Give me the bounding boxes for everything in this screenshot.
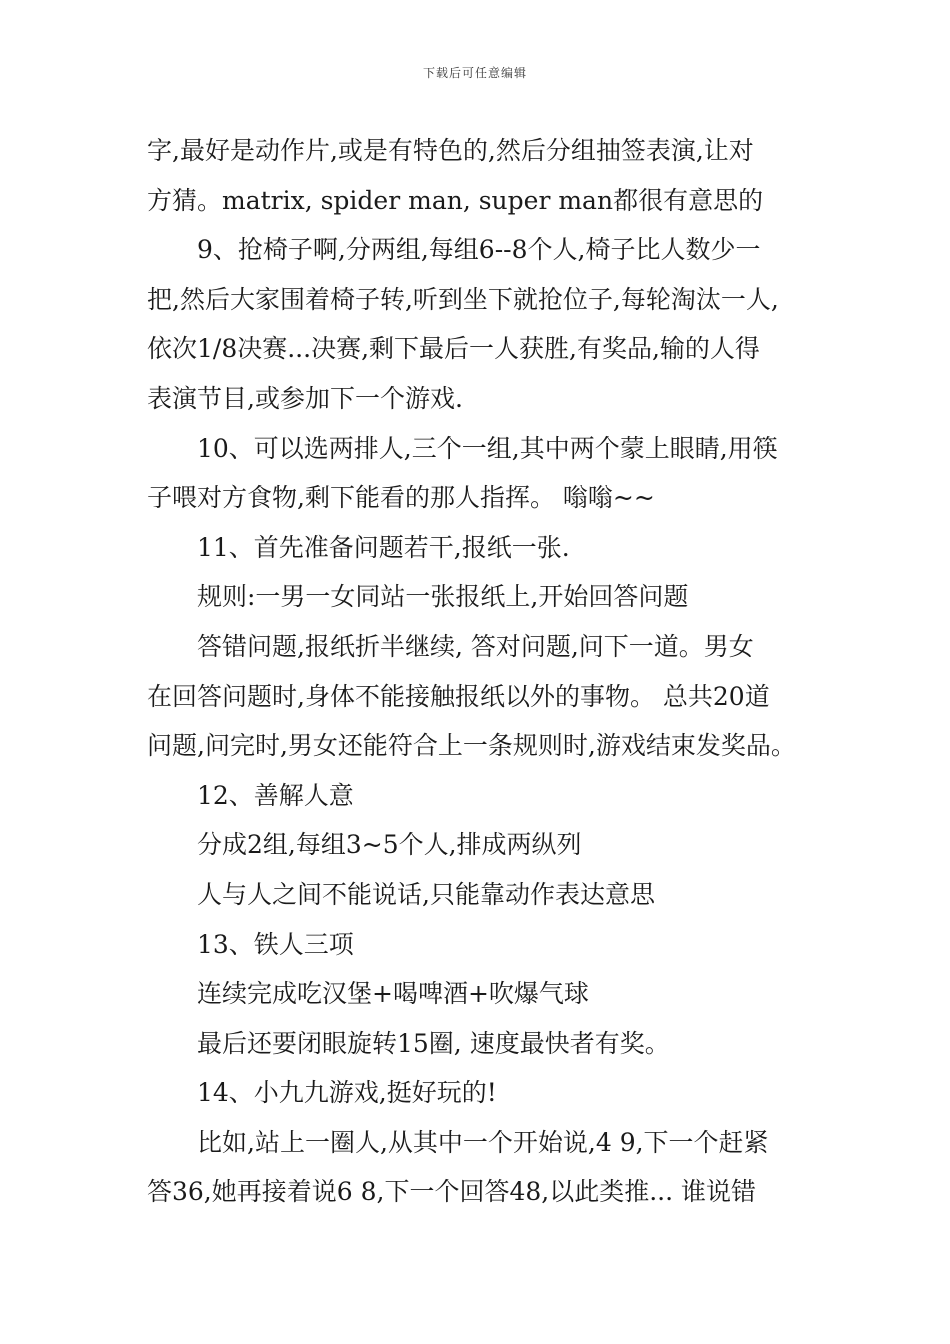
text-line: 10、可以选两排人,三个一组,其中两个蒙上眼睛,用筷 bbox=[197, 433, 778, 463]
text-line: 11、首先准备问题若干,报纸一张. bbox=[197, 532, 570, 562]
text-line: 9、抢椅子啊,分两组,每组6--8个人,椅子比人数少一 bbox=[197, 235, 761, 265]
text-line: 子喂对方食物,剩下能看的那人指挥。 嗡嗡~~ bbox=[147, 483, 655, 513]
text-line: 规则:一男一女同站一张报纸上,开始回答问题 bbox=[197, 582, 689, 612]
text-line: 表演节目,或参加下一个游戏. bbox=[147, 383, 463, 413]
text-line: 14、小九九游戏,挺好玩的! bbox=[197, 1078, 497, 1108]
text-line: 分成2组,每组3~5个人,排成两纵列 bbox=[197, 830, 582, 860]
text-line: 把,然后大家围着椅子转,听到坐下就抢位子,每轮淘汰一人, bbox=[147, 284, 779, 314]
text-line: 依次1/8决赛...决赛,剩下最后一人获胜,有奖品,输的人得 bbox=[147, 334, 760, 364]
text-line: 答错问题,报纸折半继续, 答对问题,问下一道。男女 bbox=[197, 631, 754, 661]
text-line: 13、铁人三项 bbox=[197, 929, 354, 959]
text-line: 方猜。matrix, spider man, super man都很有意思的 bbox=[147, 185, 764, 215]
text-line: 比如,站上一圈人,从其中一个开始说,4 9,下一个赶紧 bbox=[197, 1127, 769, 1157]
page-header: 下载后可任意编辑 bbox=[422, 66, 527, 80]
text-line: 12、善解人意 bbox=[197, 780, 354, 810]
text-line: 字,最好是动作片,或是有特色的,然后分组抽签表演,让对 bbox=[147, 136, 754, 165]
document-body bbox=[147, 126, 819, 1217]
text-line: 人与人之间不能说话,只能靠动作表达意思 bbox=[197, 879, 655, 909]
text-line: 答36,她再接着说6 8,下一个回答48,以此类推... 谁说错 bbox=[147, 1177, 757, 1207]
text-line: 最后还要闭眼旋转15圈, 速度最快者有奖。 bbox=[197, 1028, 670, 1058]
text-line: 问题,问完时,男女还能符合上一条规则时,游戏结束发奖品。 bbox=[147, 731, 796, 761]
text-line: 连续完成吃汉堡+喝啤酒+吹爆气球 bbox=[197, 979, 589, 1009]
text-line: 在回答问题时,身体不能接触报纸以外的事物。 总共20道 bbox=[147, 681, 770, 711]
